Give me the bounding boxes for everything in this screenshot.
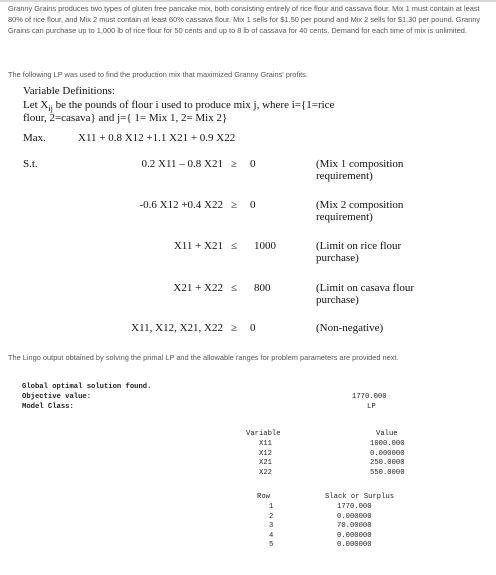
- objective-value: 1770.000: [352, 393, 387, 401]
- variable-name: X11: [259, 440, 272, 448]
- row-number-list: [269, 503, 273, 551]
- slack-value: 0.000000: [337, 512, 372, 521]
- constraint-operator: ≤: [231, 240, 238, 252]
- max-label: Max.: [23, 132, 46, 144]
- lp-intro-text: The following LP was used to find the production mix that maximized Granny Grains' profits.: [8, 70, 308, 79]
- constraint-expression: -0.6 X12 +0.4 X22: [139, 199, 223, 211]
- variable-column-header: Variable: [246, 430, 281, 438]
- constraint-rhs: 1000: [254, 240, 276, 252]
- variable-value: 0.000000: [370, 449, 405, 458]
- slack-value: 0.000000: [337, 531, 372, 540]
- problem-statement: Granny Grains produces two types of gluten free pancake mix, both consisting entirely of rice flour and cassava flour. Mix 1 must contain at least 80% of rice flour, and Mix 2 must contain at least 60% cassava flour. Mix 1 sells for $1.50 per pound and Mix 2 sells for $1.30 per pound. Granny Grains can purchase up to 1,000 lb of rice flour for 50 cents and up to 8 lb of cassava for 40 cents. Demand for each time of mix is unlimited.: [8, 4, 481, 35]
- model-class-value: LP: [367, 403, 376, 411]
- constraint-note: (Mix 1 composition requirement): [316, 158, 404, 182]
- row-column-header: Row: [257, 493, 270, 501]
- constraint-rhs: 0: [250, 322, 256, 334]
- row-number: 3: [269, 522, 274, 531]
- lingo-intro-text: The Lingo output obtained by solving the primal LP and the allowable ranges for problem parameters are provided next.: [8, 353, 399, 362]
- objective-value-label: Objective value:: [22, 393, 92, 401]
- variable-definition-line-1: Let $X_{ij}$ be the pounds of flour i used to produce mix j, where i={1=rice: [23, 99, 335, 114]
- constraint-expression: X11, X12, X21, X22: [131, 322, 223, 334]
- constraint-rhs: 0: [250, 158, 256, 170]
- variable-name-list: [259, 440, 272, 478]
- constraint-note: (Limit on casava flour purchase): [316, 282, 415, 306]
- constraint-operator: ≥: [231, 199, 238, 211]
- subject-to-label: S.t.: [23, 158, 38, 170]
- variable-name: X12: [259, 449, 272, 458]
- slack-value: 70.00000: [337, 522, 372, 531]
- constraint-expression: X11 + X21: [173, 240, 223, 252]
- variable-name: X21: [259, 459, 272, 468]
- row-number: 2: [269, 512, 274, 521]
- constraint-rhs: 0: [250, 199, 256, 211]
- solver-status: Global optimal solution found.: [22, 383, 152, 391]
- variable-definition-line-2: flour, 2=casava} and j={ 1= Mix 1, 2= Mix 2}: [23, 112, 228, 124]
- variable-value: 550.0000: [370, 468, 405, 477]
- objective-function: X11 + 0.8 X12 +1.1 X21 + 0.9 X22: [78, 132, 236, 144]
- constraint-note: (Non-negative): [316, 322, 384, 334]
- constraint-expression: X21 + X22: [173, 282, 223, 294]
- variable-value: 250.0000: [370, 459, 405, 468]
- constraint-note: (Mix 2 composition requirement): [316, 199, 404, 223]
- constraint-expression: 0.2 X11 – 0.8 X21: [141, 158, 223, 170]
- row-number: 4: [269, 531, 274, 540]
- constraint-operator: ≤: [231, 282, 238, 294]
- constraint-operator: ≥: [231, 158, 238, 170]
- row-number: 1: [269, 503, 274, 511]
- variable-name: X22: [259, 468, 272, 477]
- value-column-header: Value: [376, 430, 398, 438]
- model-class-label: Model Class:: [22, 403, 74, 411]
- variable-definitions-heading: Variable Definitions:: [23, 85, 115, 97]
- variable-value: 1000.000: [370, 440, 405, 448]
- constraint-operator: ≥: [231, 322, 238, 334]
- constraint-rhs: 800: [254, 282, 271, 294]
- slack-value-list: [337, 503, 372, 551]
- top-divider: [0, 0, 496, 2]
- slack-value: 0.000000: [337, 541, 372, 550]
- row-number: 5: [269, 541, 274, 550]
- slack-column-header: Slack or Surplus: [325, 493, 395, 501]
- slack-value: 1770.000: [337, 503, 372, 511]
- variable-value-list: [370, 440, 405, 478]
- constraint-note: (Limit on rice flour purchase): [316, 240, 402, 264]
